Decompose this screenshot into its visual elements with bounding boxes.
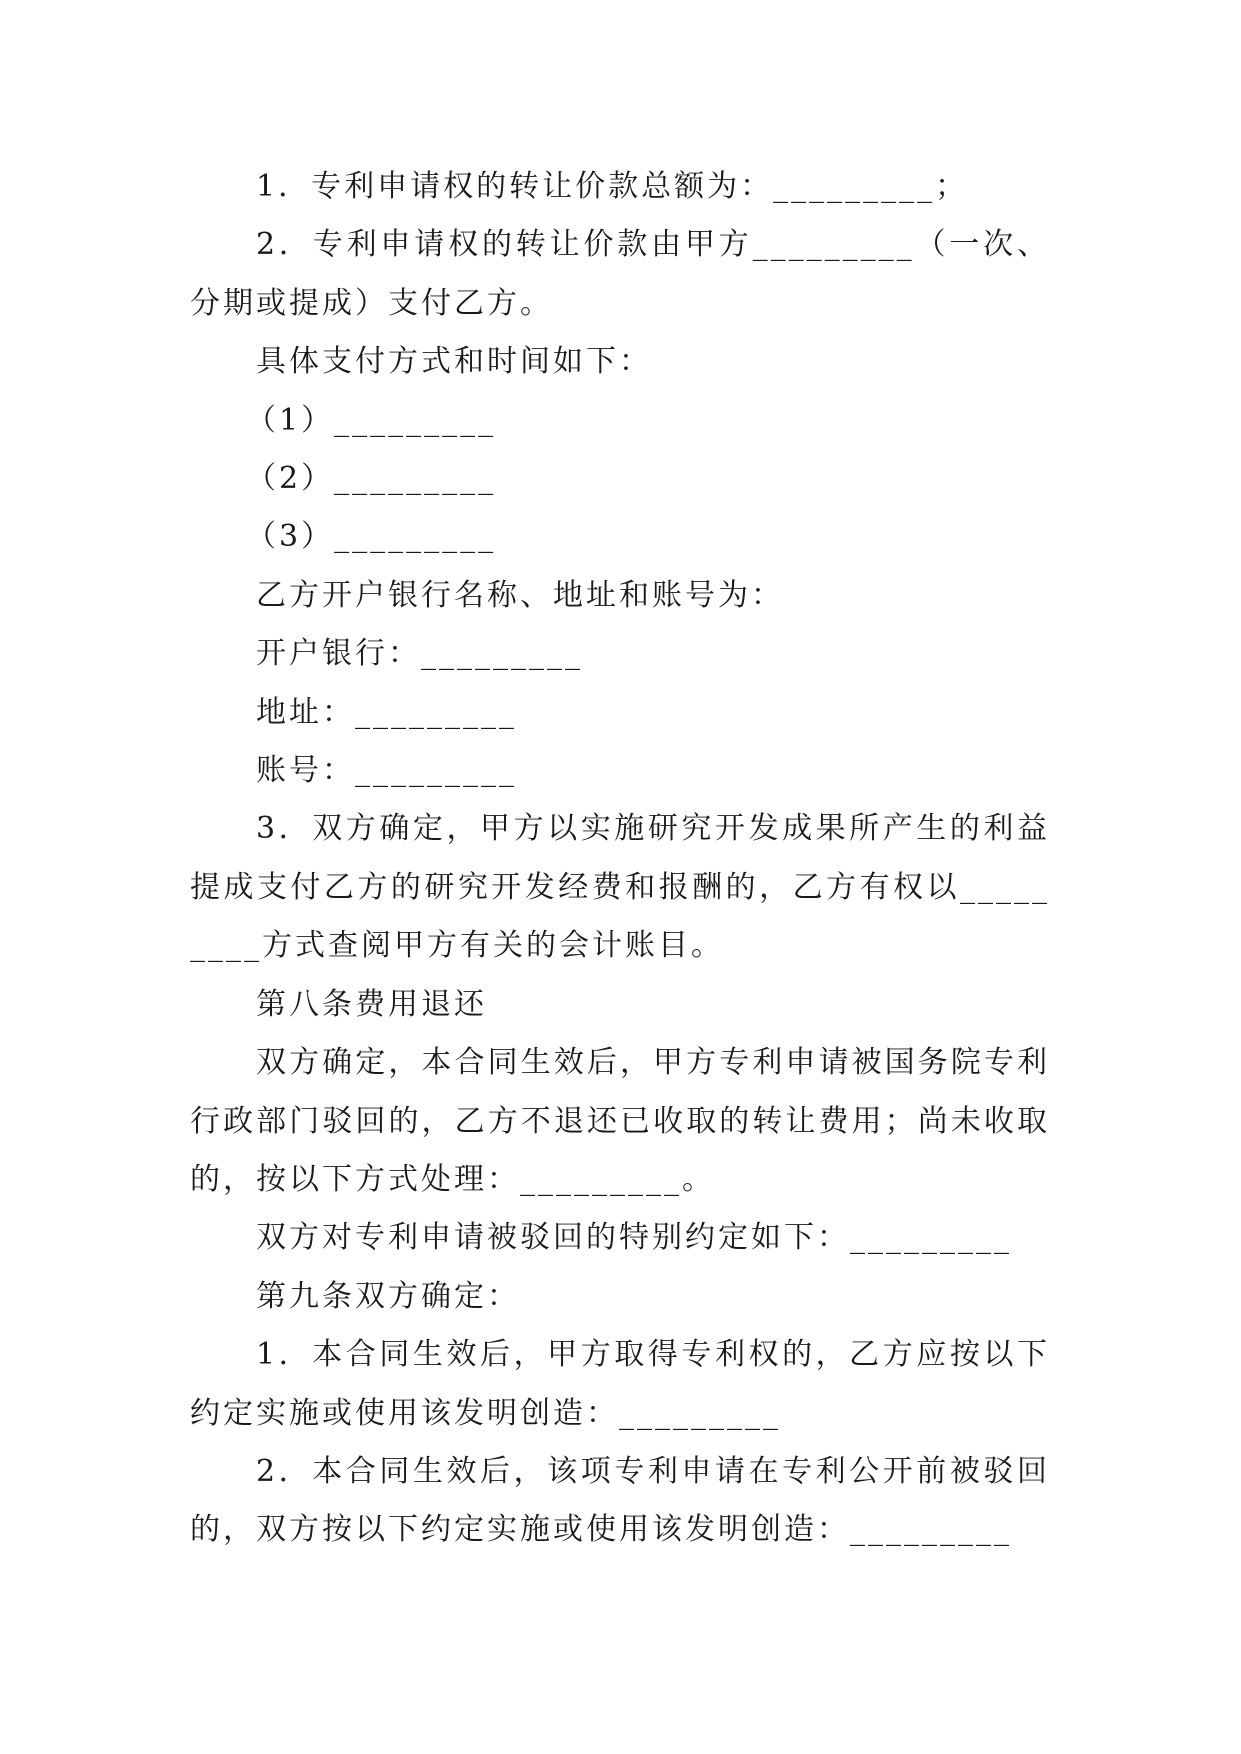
clause-payment-total: 1．专利申请权的转让价款总额为：_________；	[256, 169, 969, 204]
article-8-body: 双方确定，本合同生效后，甲方专利申请被国务院专利行政部门驳回的，乙方不退还已收取的转让费用；尚未收取的，按以下方式处理：_________。	[190, 1045, 1050, 1197]
article-9-clause-2: 2．本合同生效后，该项专利申请在专利公开前被驳回的，双方按以下约定实施或使用该发明创造：_________	[190, 1453, 1050, 1548]
clause-payment-method: 2．专利申请权的转让价款由甲方_________（一次、分期或提成）支付乙方。	[190, 227, 1050, 321]
article-9-heading: 第九条双方确定：	[256, 1278, 520, 1314]
bank-address-line: 地址：_________	[256, 694, 517, 730]
payment-schedule-item-2: （2）_________	[246, 461, 497, 497]
document-body	[190, 158, 1050, 1560]
bank-name-line: 开户银行：_________	[256, 636, 583, 672]
bank-info-heading: 乙方开户银行名称、地址和账号为：	[256, 577, 784, 613]
payment-schedule-item-1: （1）_________	[246, 402, 497, 438]
article-8-special-terms: 双方对专利申请被驳回的特别约定如下：_________	[256, 1220, 1012, 1256]
payment-schedule-heading: 具体支付方式和时间如下：	[256, 344, 652, 380]
bank-account-line: 账号：_________	[256, 753, 517, 789]
clause-audit-rights: 3．双方确定，甲方以实施研究开发成果所产生的利益提成支付乙方的研究开发经费和报酬的，乙方有权以_________方式查阅甲方有关的会计账目。	[190, 811, 1050, 964]
article-8-heading: 第八条费用退还	[256, 986, 487, 1022]
payment-schedule-item-3: （3）_________	[246, 519, 497, 555]
article-9-clause-1: 1．本合同生效后，甲方取得专利权的，乙方应按以下约定实施或使用该发明创造：_________	[190, 1337, 1050, 1431]
